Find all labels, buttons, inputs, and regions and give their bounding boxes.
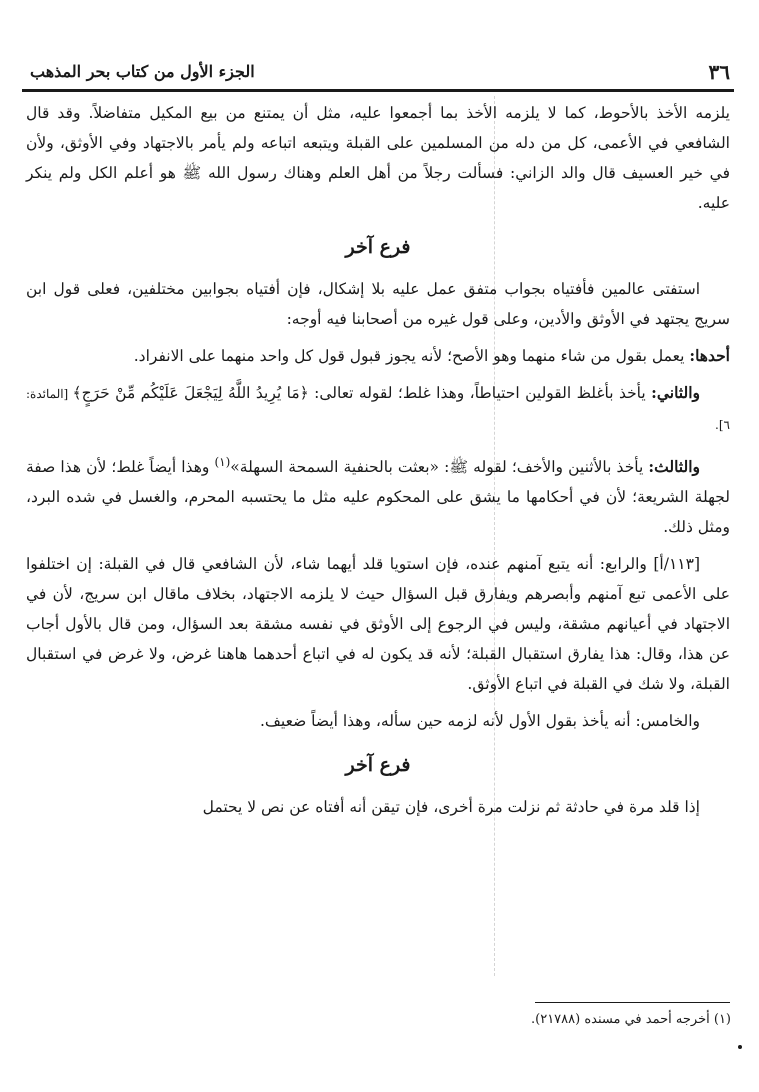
paragraph-6: [١١٣/أ] والرابع: أنه يتبع آمنهم عنده، فإن استويا قلد أيهما شاء، لأن الشافعي قال في القبلة: إن اختلفوا على الأعمى تبع آمنهم وأبصرهم ويفارق قبل السؤال حيث لا يلزمه الاجتهاد، بخلاف ماقال ابن سريج، لأن في الاجتهاد في أعيانهم مشقة، وليس في الرجوع إلى الأوثق في نفسه مشقة بعد السؤال، ومن قال بالأول أجاب عن هذا، وقال: هذا يفارق استقبال القبلة؛ لأنه قد يكون له في اتباع أحدهما هاهنا غرض، ولا غرض في استقبال القبلة، ولا شك في القبلة في اتباع الأوثق. <box>26 555 730 694</box>
footnote: (١) أخرجه أحمد في مسنده (٢١٧٨٨). <box>531 1012 731 1027</box>
paragraph-8: إذا قلد مرة في حادثة ثم نزلت مرة أخرى، فإن تيقن أنه أفتاه عن نص لا يحتمل <box>202 798 700 817</box>
paragraph-5-text: يأخذ بالأثنين والأخف؛ لقوله ﷺ: «بعثت بالحنفية السمحة السهلة» <box>230 458 649 477</box>
paragraph-4-text: يأخذ بأغلظ القولين احتياطاً، وهذا غلط؛ لقوله تعالى: ﴿مَا يُرِيدُ اللَّهُ لِيَجْعَلَ عَلَيْكُم مِّنْ حَرَجٍ﴾ <box>72 384 652 402</box>
paragraph-5 <box>26 447 730 542</box>
paragraph-5-rest: وهذا أيضاً غلط؛ لأن هذا صفة لجهلة الشريعة؛ لأن في أحكامها ما يشق على المحكوم عليه مثل ما يحتسبه المحرم، والغسل في شده البرد، ومثل ذلك. <box>26 458 730 537</box>
paragraph-4 <box>26 378 730 440</box>
footnote-marker: (١) <box>214 455 231 469</box>
paragraph-3 <box>26 341 730 371</box>
footnote-rule <box>535 1002 730 1003</box>
header-rule <box>22 89 734 92</box>
running-title: الجزء الأول من كتاب بحر المذهب <box>30 62 255 81</box>
paragraph-4-lead: والثاني: <box>651 383 700 402</box>
paragraph-3-lead: أحدها: <box>689 346 730 365</box>
paragraph-1: يلزمه الأخذ بالأحوط، كما لا يلزمه الأخذ بما أجمعوا عليه، مثل أن يمتنع من بيع المكيل متفاضلاً. وقد قال الشافعي في الأعمى، كل من دله من المسلمين على القبلة ويتبعه اتباعه ولم يأمر بالاجتهاد وفي الأوثق، ولأن في خير العسيف قال والد الزاني: فسألت رجلاً من أهل العلم وهناك رسول الله ﷺ هو أعلم الكل ولم ينكر عليه. <box>26 104 730 212</box>
paragraph-3-text: يعمل بقول من شاء منهما وهو الأصح؛ لأنه يجوز قبول قول كل واحد منهما على الانفراد. <box>133 347 690 365</box>
quran-reference: [المائدة: ٦]. <box>26 387 730 432</box>
page-number: ٣٦ <box>708 60 730 84</box>
paragraph-5-lead: والثالث: <box>648 457 700 477</box>
scan-mark <box>738 1045 742 1049</box>
main-text <box>26 98 730 822</box>
section-heading-1: فرع آخر <box>345 236 411 258</box>
paragraph-7: والخامس: أنه يأخذ بقول الأول لأنه لزمه حين سأله، وهذا أيضاً ضعيف. <box>259 712 700 731</box>
section-heading-2: فرع آخر <box>345 754 411 777</box>
page-header <box>22 58 734 90</box>
paragraph-2: استفتى عالمين فأفتياه بجواب متفق عمل عليه بلا إشكال، فإن أفتياه بجوابين مختلفين، فعلى قول ابن سريج يجتهد في الأوثق والأدين، وعلى قول غيره من أصحابنا فيه أوجه: <box>26 280 730 328</box>
